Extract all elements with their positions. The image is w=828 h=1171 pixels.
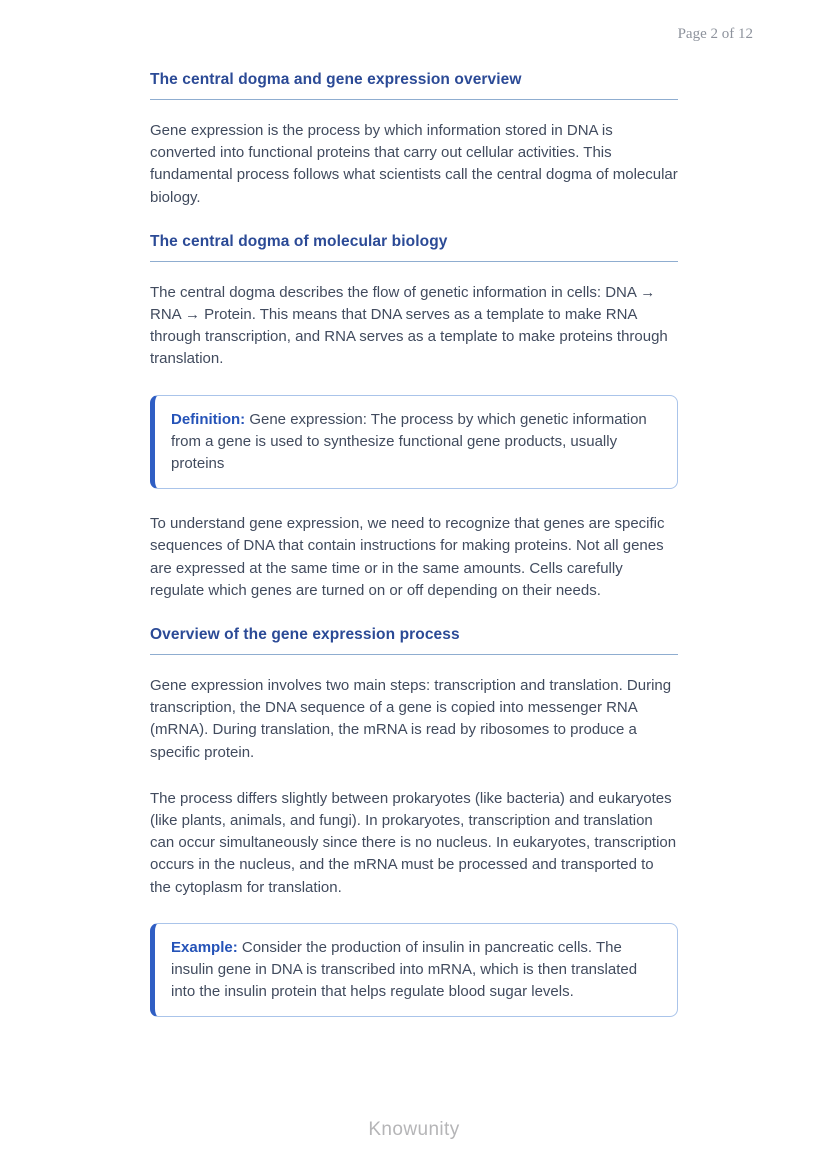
example-callout-box [150, 923, 678, 1018]
section-heading-gene-expression-process: Overview of the gene expression process [150, 626, 678, 655]
definition-label: Definition: [171, 410, 246, 428]
section-heading-central-dogma-overview: The central dogma and gene expression overview [150, 71, 678, 100]
paragraph-gene-expression-intro: Gene expression is the process by which information stored in DNA is converted into functional proteins that carry out cellular activities. This fundamental process follows what scientists call the central dogma of molecular biology. [150, 122, 678, 206]
example-callout-text [171, 937, 659, 1004]
example-label: Example: [171, 938, 238, 956]
definition-body: Gene expression: The process by which genetic information from a gene is used to synthesize functional gene products, usually proteins [171, 410, 647, 473]
definition-callout-text [171, 409, 659, 476]
section-heading-central-dogma-molecular-biology: The central dogma of molecular biology [150, 233, 678, 262]
brand-watermark: Knowunity [368, 1119, 460, 1140]
document-content [150, 71, 678, 1041]
example-body: Consider the production of insulin in pancreatic cells. The insulin gene in DNA is transcribed into mRNA, which is then translated into the insulin protein that helps regulate blood sugar levels. [171, 938, 638, 1001]
paragraph-central-dogma-flow: The central dogma describes the flow of genetic information in cells: DNA → RNA → Protein. This means that DNA serves as a template to make RNA through transcription, and RNA serves as a template to make proteins through translation. [150, 283, 668, 368]
page-number-indicator: Page 2 of 12 [677, 26, 753, 42]
definition-callout-box [150, 395, 678, 490]
paragraph-two-main-steps: Gene expression involves two main steps: transcription and translation. During transcription, the DNA sequence of a gene is copied into messenger RNA (mRNA). During translation, the mRNA is read by ribosomes to produce a specific protein. [150, 677, 672, 761]
paragraph-prokaryotes-eukaryotes: The process differs slightly between prokaryotes (like bacteria) and eukaryotes (like plants, animals, and fungi). In prokaryotes, transcription and translation can occur simultaneously since there is no nucleus. In eukaryotes, transcription occurs in the nucleus, and the mRNA must be processed and transported to the cytoplasm for translation. [150, 789, 677, 896]
paragraph-genes-regulation: To understand gene expression, we need to recognize that genes are specific sequences of DNA that contain instructions for making proteins. Not all genes are expressed at the same time or in the same amounts. Cells carefully regulate which genes are turned on or off depending on their needs. [150, 515, 665, 599]
